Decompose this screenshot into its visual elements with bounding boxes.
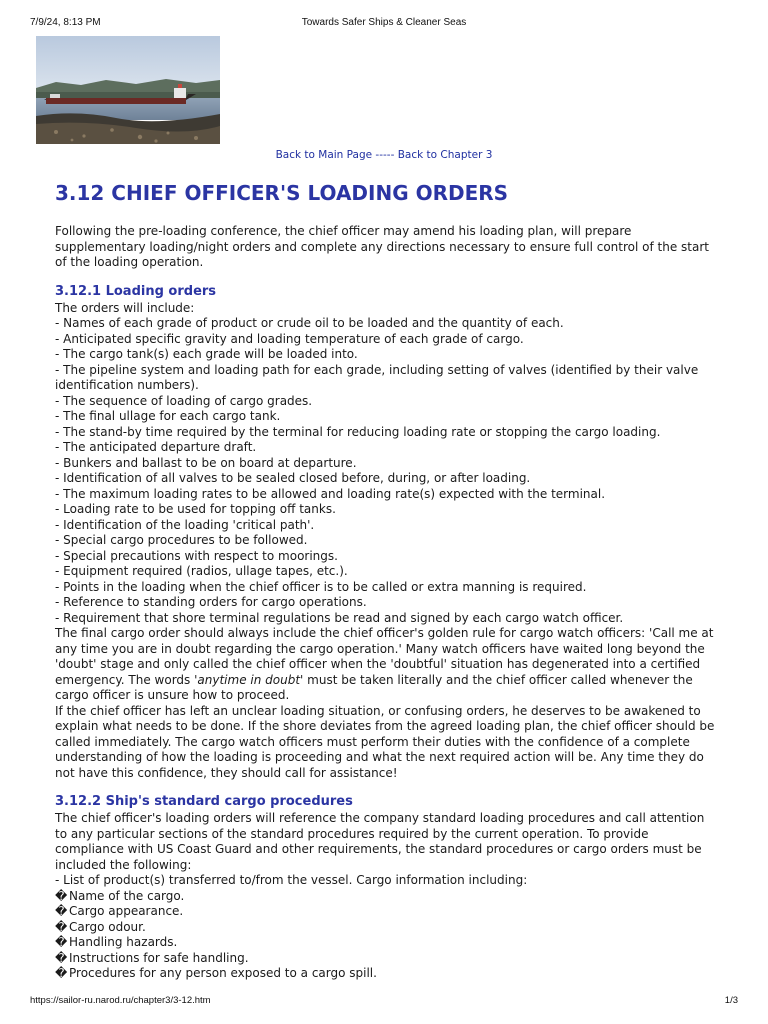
list-item: - The cargo tank(s) each grade will be loaded into. — [55, 347, 358, 361]
chapter-navigation — [0, 149, 768, 161]
print-footer — [30, 995, 738, 1009]
cargo-information-lead: - List of product(s) transferred to/from the vessel. Cargo information including: — [55, 873, 528, 887]
list-item-text: Cargo odour. — [69, 919, 146, 934]
print-page-number: 1/3 — [724, 995, 738, 1006]
print-url: https://sailor-ru.narod.ru/chapter3/3-12.htm — [30, 995, 211, 1006]
print-date: 7/9/24, 8:13 PM — [30, 17, 101, 28]
list-item: - Special cargo procedures to be followed. — [55, 533, 308, 547]
list-item — [55, 951, 715, 967]
list-item: - Equipment required (radios, ullage tapes, etc.). — [55, 564, 348, 578]
list-item: - Names of each grade of product or crude oil to be loaded and the quantity of each. — [55, 316, 564, 330]
list-item-text: Handling hazards. — [69, 935, 178, 949]
replacement-glyph-icon: � — [55, 966, 68, 980]
article-content — [55, 178, 715, 982]
print-header — [30, 17, 738, 31]
list-item-text: Procedures for any person exposed to a cargo spill. — [69, 966, 377, 980]
list-item — [55, 889, 715, 905]
list-item: - The pipeline system and loading path for each grade, including setting of valves (identified by their valve identification numbers). — [55, 362, 699, 392]
replacement-glyph-icon: � — [55, 950, 68, 965]
replacement-glyph-icon: � — [55, 904, 68, 918]
replacement-glyph-icon: � — [55, 888, 68, 903]
cargo-information-list — [55, 889, 715, 982]
intro-paragraph: Following the pre-loading conference, the chief officer may amend his loading plan, will prepare supplementary loading/night orders and complete any directions necessary to ensure full control of the start of the loading operation. — [55, 224, 709, 269]
list-item: - Identification of the loading 'critical path'. — [55, 517, 315, 532]
nav-separator: ----- — [372, 149, 398, 161]
unclear-orders-paragraph: If the chief officer has left an unclear loading situation, or confusing orders, he deserves to be awakened to explain what needs to be done. If the shore deviates from the agreed loading plan, the chief officer should be called immediately. The cargo watch officers must perform their duties with the confidence of a complete understanding of how the loading is proceeding and what the next required action will be. Any time they do not have this confidence, they should call for assistance! — [55, 703, 715, 780]
loading-orders-list — [55, 316, 715, 626]
list-item — [55, 935, 715, 951]
list-item-text: Cargo appearance. — [69, 904, 184, 918]
list-item: - Identification of all valves to be sealed closed before, during, or after loading. — [55, 471, 531, 485]
list-item-text: Instructions for safe handling. — [69, 950, 249, 965]
section-loading-orders-lead: The orders will include: — [55, 300, 195, 315]
list-item: - Reference to standing orders for cargo operations. — [55, 595, 367, 609]
golden-rule-paragraph — [55, 626, 715, 704]
list-item: - The maximum loading rates to be allowed and loading rate(s) expected with the terminal. — [55, 486, 606, 501]
page-title: 3.12 CHIEF OFFICER'S LOADING ORDERS — [55, 181, 509, 205]
list-item: - Anticipated specific gravity and loading temperature of each grade of cargo. — [55, 331, 524, 346]
tanker-ship-photo — [36, 36, 220, 144]
section-loading-orders-heading: 3.12.1 Loading orders — [55, 283, 217, 299]
list-item: - Bunkers and ballast to be on board at departure. — [55, 455, 357, 470]
list-item — [55, 904, 715, 920]
golden-rule-text: The final cargo order should always include the chief officer's golden rule for cargo watch officers: 'Call me at any time you are in doubt regarding the cargo operation.' Many watch officers have waited long beyond the 'doubt' stage and only called the chief officer when the 'doubtful' situation has degenerated into a certified emergency. The words ' — [55, 626, 714, 687]
list-item: - Requirement that shore terminal regulations be read and signed by each cargo watch officer. — [55, 610, 624, 625]
list-item: - The stand-by time required by the terminal for reducing loading rate or stopping the cargo loading. — [55, 424, 661, 439]
list-item-text: Name of the cargo. — [69, 888, 185, 903]
list-item: - The final ullage for each cargo tank. — [55, 409, 281, 423]
print-page-title: Towards Safer Ships & Cleaner Seas — [301, 17, 467, 28]
replacement-glyph-icon: � — [55, 935, 68, 949]
replacement-glyph-icon: � — [55, 919, 68, 934]
list-item: - The anticipated departure draft. — [55, 440, 257, 454]
back-to-chapter-link[interactable]: Back to Chapter 3 — [397, 149, 493, 161]
list-item: - Points in the loading when the chief officer is to be called or extra manning is required. — [55, 579, 587, 594]
back-to-main-page-link[interactable]: Back to Main Page — [275, 149, 373, 161]
list-item: - Special precautions with respect to moorings. — [55, 548, 338, 563]
golden-rule-text-end: ' must be taken literally and the chief officer called whenever the cargo officer is unsure how to proceed. — [55, 672, 693, 702]
golden-rule-emphasis: anytime in doubt — [197, 672, 301, 687]
standard-procedures-paragraph: The chief officer's loading orders will reference the company standard loading procedures and call attention to any particular sections of the standard procedures required by the current operation. To provide compliance with US Coast Guard and other requirements, the standard procedures or cargo orders must be included the following: — [55, 811, 705, 872]
list-item: - Loading rate to be used for topping off tanks. — [55, 502, 336, 516]
section-standard-procedures-heading: 3.12.2 Ship's standard cargo procedures — [55, 794, 353, 809]
list-item — [55, 966, 715, 982]
list-item — [55, 920, 715, 936]
list-item: - The sequence of loading of cargo grades. — [55, 393, 313, 408]
